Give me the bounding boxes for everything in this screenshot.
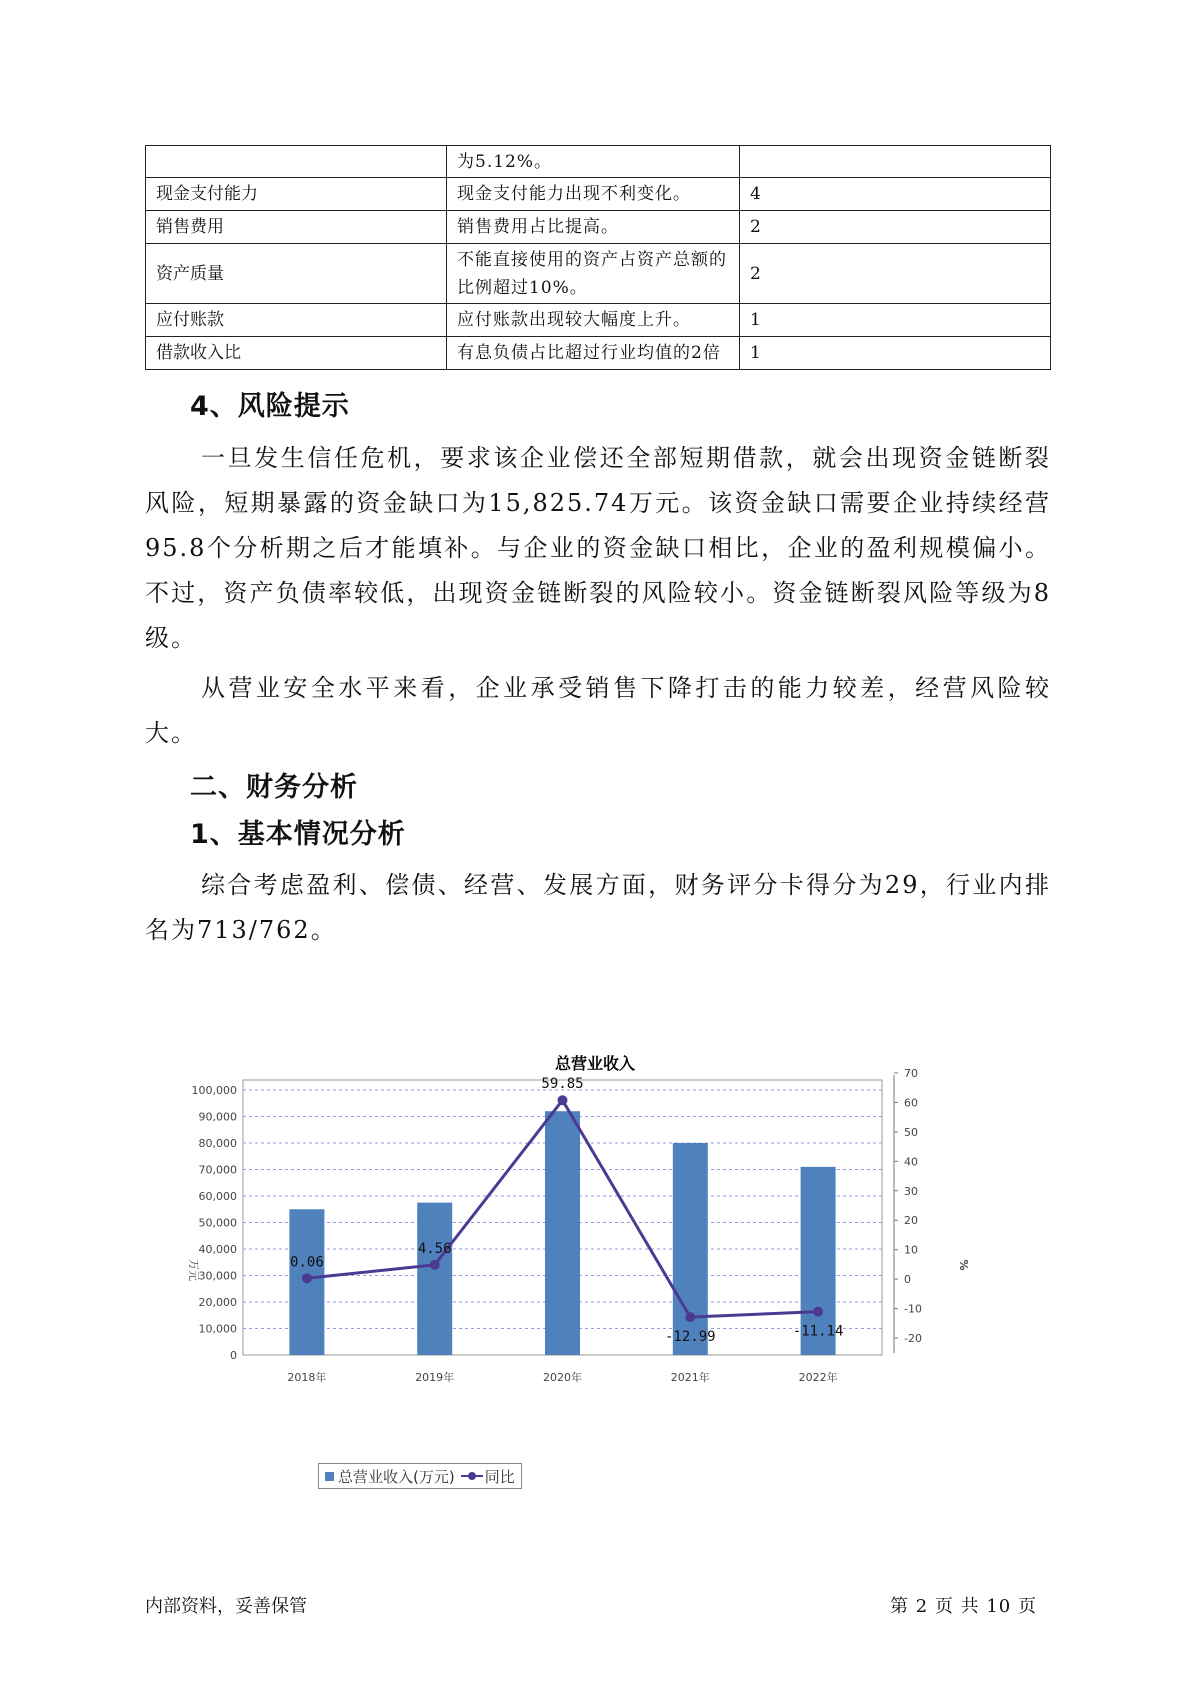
y2-tick-label: 20 [904,1214,918,1228]
table-row [146,178,1051,211]
description-text: 销售费用占比提高。 [457,217,619,237]
subsection-heading-basic: 1、基本情况分析 [190,819,406,850]
description-cell [447,146,740,178]
risk-paragraph-2: 从营业安全水平来看，企业承受销售下降打击的能力较差，经营风险较大。 [145,674,1051,747]
score-text: 2 [750,263,761,284]
yoy-point [813,1307,823,1317]
description-cell [447,304,740,337]
y2-tick-label: -10 [904,1302,922,1316]
x-tick-label: 2021年 [670,1371,710,1384]
indicator-text: 资产质量 [156,263,224,284]
x-tick-label: 2018年 [287,1371,327,1384]
indicator-text: 现金支付能力 [156,184,258,204]
y-tick-label: 20,000 [198,1296,237,1309]
y2-tick-label: 10 [904,1243,918,1257]
y-tick-label: 40,000 [198,1243,237,1256]
section-heading-finance: 二、财务分析 [190,772,358,803]
indicator-cell [146,337,447,370]
y-tick-label: 70,000 [198,1163,237,1177]
y-tick-label: 60,000 [198,1190,237,1203]
y-tick-label: 50,000 [198,1216,237,1230]
risk-indicator-table [145,145,1051,370]
table-row [146,211,1051,244]
indicator-cell [146,244,447,304]
revenue-bar [417,1203,452,1355]
description-text: 为5.12%。 [457,151,553,172]
y2-tick-label: 50 [904,1125,918,1139]
description-cell [447,211,740,244]
revenue-bar [545,1111,580,1355]
chart-title: 总营业收入 [554,1054,636,1073]
y-tick-label: 30,000 [198,1269,237,1283]
yoy-point [302,1273,312,1283]
y-axis-label: 万元 [187,1259,200,1281]
y-tick-label: 10,000 [198,1322,237,1336]
y-tick-label: 90,000 [198,1110,237,1124]
yoy-data-label: 0.06 [290,1254,324,1271]
indicator-cell [146,178,447,211]
section-heading-risk: 4、风险提示 [190,391,350,422]
indicator-cell [146,146,447,178]
yoy-data-label: 4.56 [417,1240,452,1257]
score-cell [740,304,1051,337]
score-cell [740,146,1051,178]
yoy-point [558,1095,568,1105]
y2-axis-label: % [957,1259,970,1271]
yoy-point [685,1312,695,1322]
y-tick-label: 80,000 [198,1137,237,1150]
y-tick-label: 100,000 [191,1084,237,1097]
x-tick-label: 2019年 [415,1371,455,1384]
indicator-cell [146,304,447,337]
footer-page-number: 第 2 页 共 10 页 [890,1596,1037,1617]
description-text: 现金支付能力出现不利变化。 [457,184,691,204]
table-row [146,337,1051,370]
revenue-chart-svg [170,1045,990,1465]
score-text: 1 [750,343,761,363]
chart-legend [318,1463,522,1489]
finance-paragraph: 综合考虑盈利、偿债、经营、发展方面，财务评分卡得分为29，行业内排名为713/762。 [145,871,1051,944]
table-row [146,244,1051,304]
description-text: 应付账款出现较大幅度上升。 [457,310,691,330]
y2-tick-label: 60 [904,1096,918,1110]
yoy-data-label: -12.99 [665,1329,716,1346]
description-text: 有息负债占比超过行业均值的2倍 [457,343,721,363]
description-text: 不能直接使用的资产占资产总额的比例超过10%。 [457,249,727,298]
y2-tick-label: -20 [904,1332,922,1345]
y2-tick-label: 30 [904,1184,918,1198]
legend-bar-series: 总营业收入(万元) [338,1467,455,1486]
indicator-text: 应付账款 [156,310,224,330]
footer-confidential: 内部资料，妥善保管 [145,1596,307,1617]
score-text: 1 [750,310,761,330]
indicator-text: 借款收入比 [156,343,241,363]
score-cell [740,337,1051,370]
indicator-text: 销售费用 [156,217,224,237]
score-text: 2 [750,217,761,237]
description-cell [447,244,740,304]
yoy-point [430,1260,440,1270]
yoy-data-label: 59.85 [541,1076,584,1093]
bar-legend-swatch [325,1472,334,1481]
indicator-cell [146,211,447,244]
y2-tick-label: 40 [904,1155,918,1169]
score-cell [740,178,1051,211]
x-tick-label: 2020年 [543,1371,582,1384]
yoy-data-label: -11.14 [792,1323,844,1340]
line-legend-swatch [461,1471,483,1481]
revenue-chart [170,1045,990,1515]
score-cell [740,244,1051,304]
description-cell [447,337,740,370]
score-text: 4 [750,184,761,204]
x-tick-label: 2022年 [798,1371,838,1384]
y2-tick-label: 70 [904,1067,918,1080]
table-row [146,146,1051,178]
legend-line-series: 同比 [484,1467,515,1486]
revenue-bar [673,1143,708,1355]
risk-paragraph-1: 一旦发生信任危机，要求该企业偿还全部短期借款，就会出现资金链断裂风险，短期暴露的资金缺口为15,825.74万元。该资金缺口需要企业持续经营 95.8个分析期之后才能填补。与企业的资金缺口相比，企业的盈利规模偏小。不过，资产负债率较低，出现资金链断裂的风险较小。资金链断裂风险等级为8级。 [145,444,1051,652]
table-row [146,304,1051,337]
y2-tick-label: 0 [904,1273,911,1287]
score-cell [740,211,1051,244]
y-tick-label: 0 [230,1349,237,1362]
description-cell [447,178,740,211]
